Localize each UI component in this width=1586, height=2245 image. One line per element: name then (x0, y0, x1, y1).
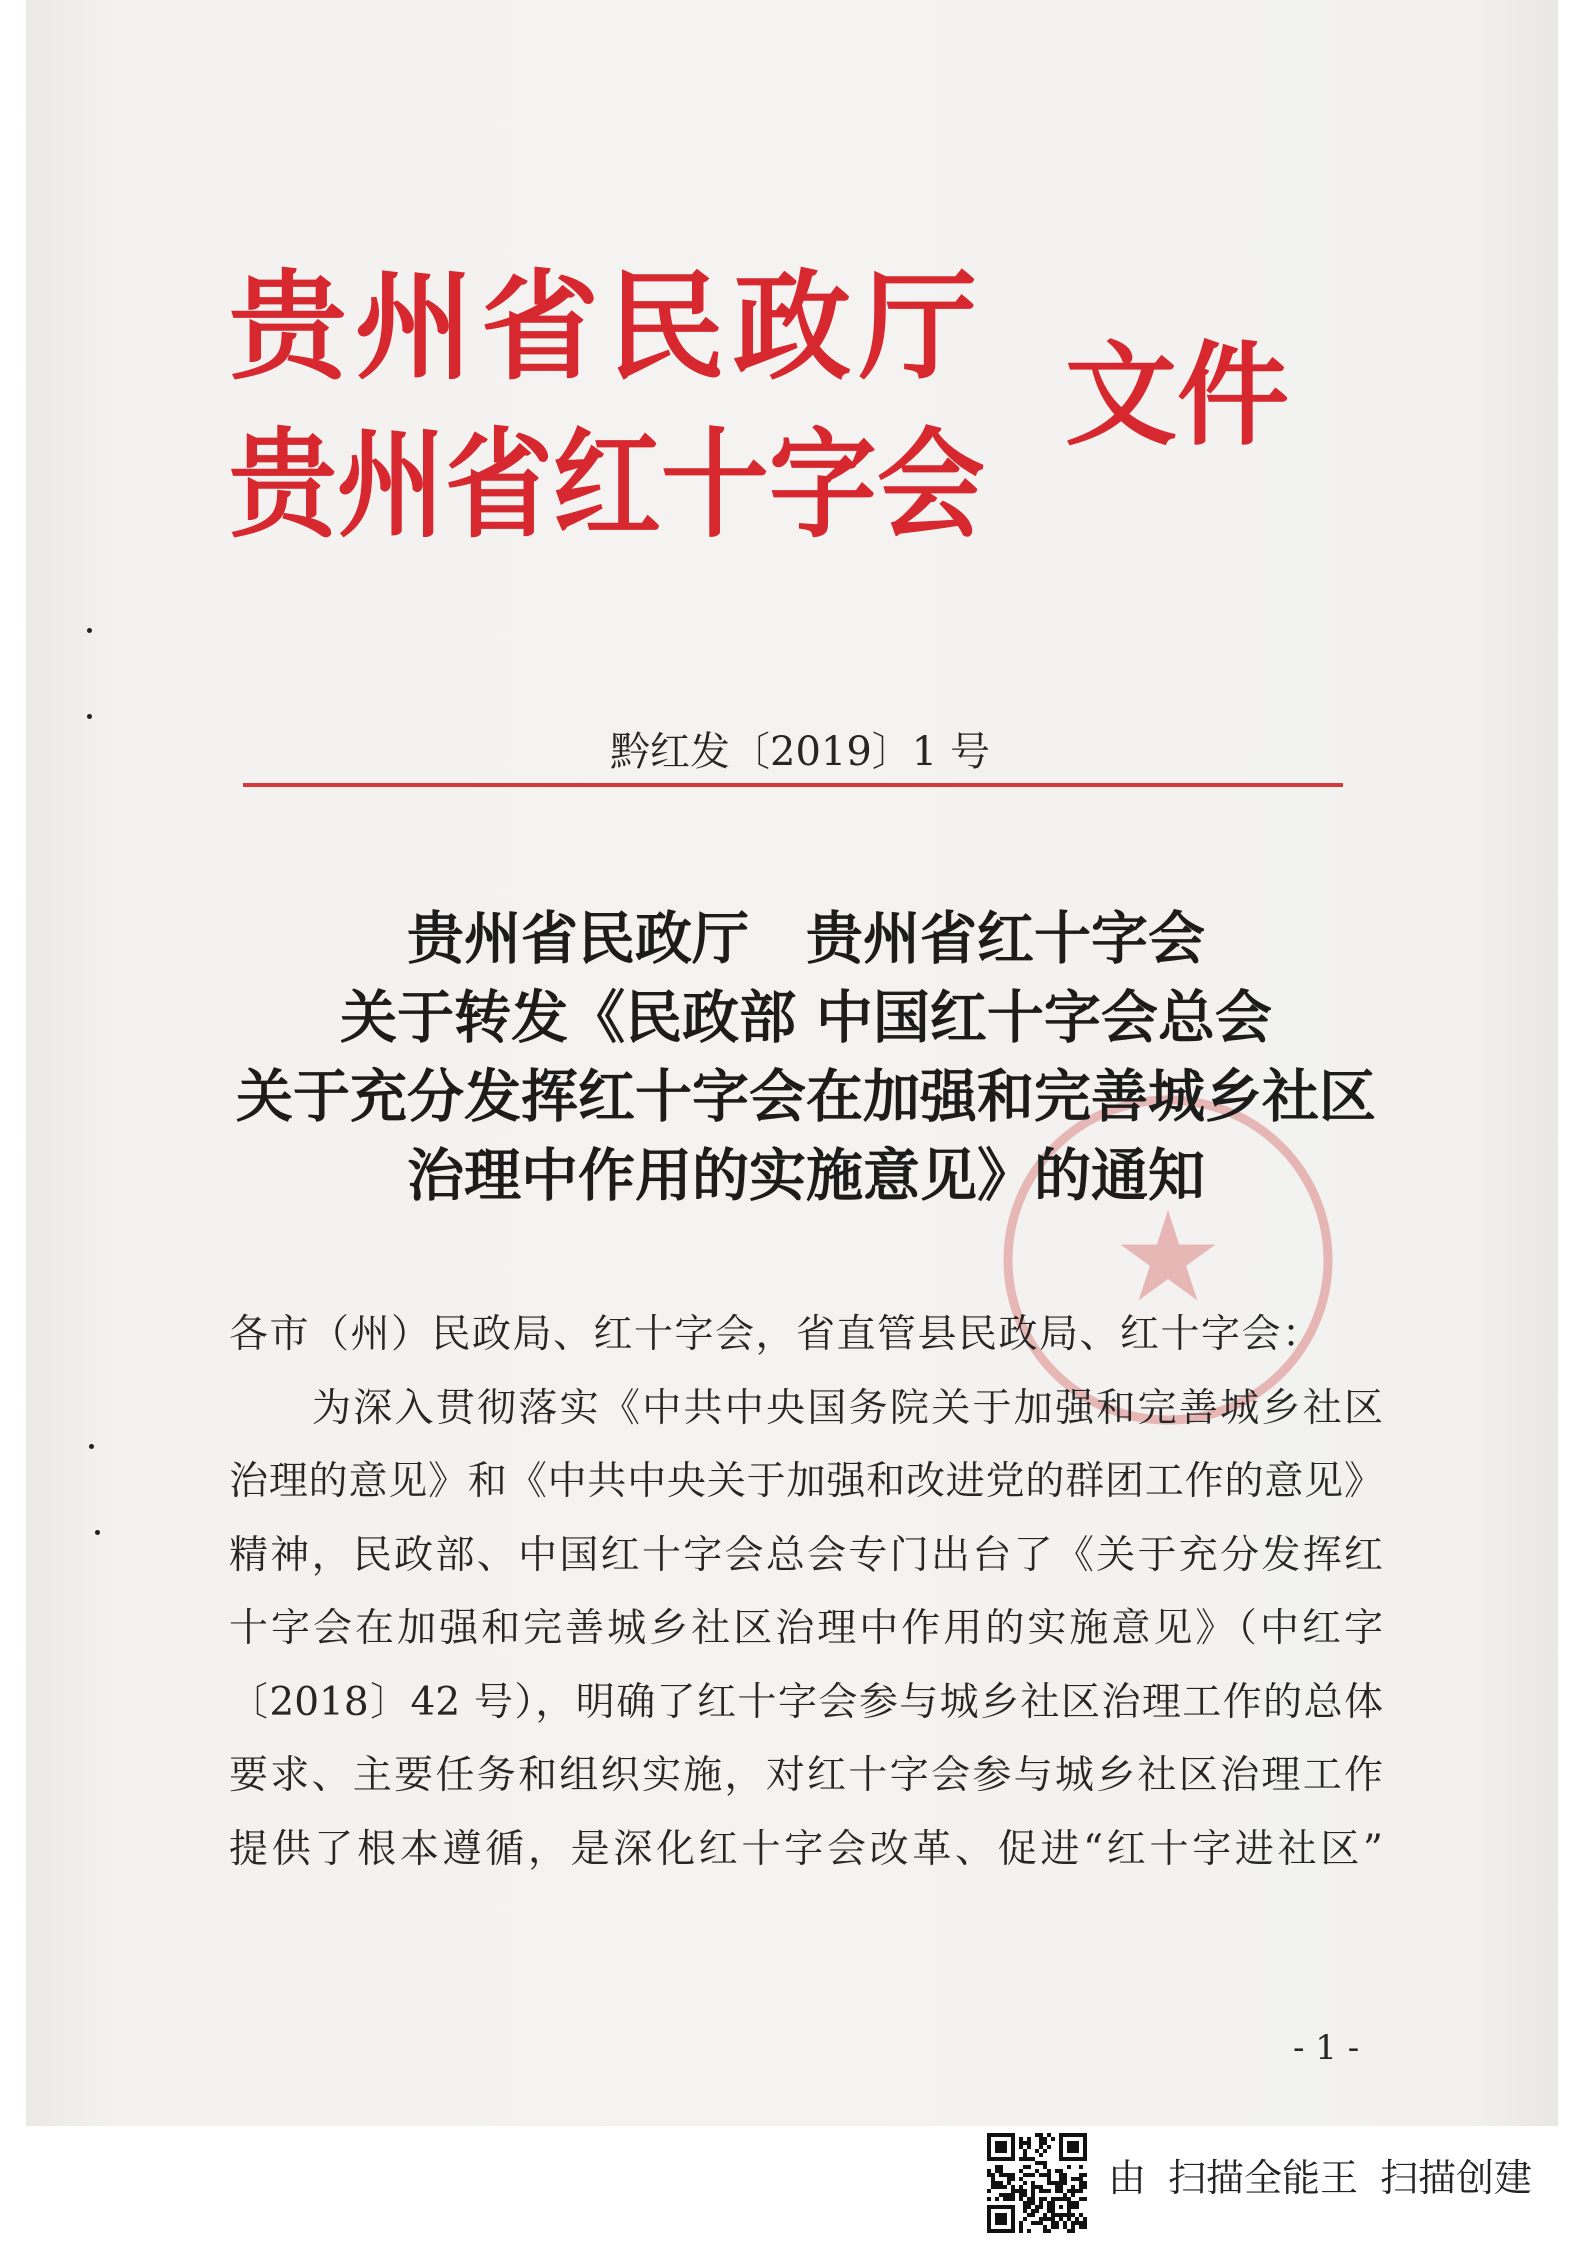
body-line: 治理的意见》和《中共中央关于加强和改进党的群团工作的意见》 (229, 1459, 1383, 1504)
body-line: 提供了根本遵循，是深化红十字会改革、促进“红十字进社区” (229, 1826, 1383, 1872)
document-body (229, 1298, 1383, 1886)
masthead-red-rule (243, 783, 1343, 787)
title-line: 关于转发《民政部 中国红十字会总会 (340, 984, 1272, 1051)
scanner-credit-prefix: 由 (1108, 2156, 1147, 2200)
margin-mark (89, 1444, 94, 1449)
masthead-document-label: 文件 (1065, 330, 1289, 461)
title-line: 治理中作用的实施意见》的通知 (407, 1142, 1205, 1209)
document-number: 黔红发〔2019〕1 号 (610, 729, 990, 775)
qr-code-icon (987, 2133, 1087, 2233)
masthead-org-line-1: 贵州省民政厅 (229, 257, 986, 396)
body-line: 十字会在加强和完善城乡社区治理中作用的实施意见》（中红字 (229, 1606, 1383, 1651)
seal-star-icon (1120, 1210, 1215, 1300)
qr-modules (987, 2133, 1087, 2233)
body-line: 为深入贯彻落实《中共中央国务院关于加强和完善城乡社区 (312, 1385, 1383, 1431)
margin-mark (87, 714, 92, 719)
margin-mark (87, 628, 92, 633)
body-line: 要求、主要任务和组织实施，对红十字会参与城乡社区治理工作 (229, 1753, 1383, 1798)
salutation: 各市（州）民政局、红十字会，省直管县民政局、红十字会： (229, 1312, 1323, 1357)
document-title (229, 899, 1383, 1215)
page-number: - 1 - (1293, 2028, 1360, 2068)
body-line: 〔2018〕42 号），明确了红十字会参与城乡社区治理工作的总体 (229, 1679, 1383, 1725)
masthead-org-line-2: 贵州省红十字会 (229, 415, 985, 554)
title-line: 关于充分发挥红十字会在加强和完善城乡社区 (236, 1063, 1376, 1130)
scanner-credit (1108, 2153, 1532, 2203)
margin-mark (95, 1530, 100, 1535)
title-line: 贵州省民政厅 贵州省红十字会 (407, 905, 1205, 972)
scanner-credit-suffix: 扫描创建 (1380, 2156, 1533, 2200)
scanner-app-name: 扫描全能王 (1168, 2156, 1359, 2200)
body-line: 精神，民政部、中国红十字会总会专门出台了《关于充分发挥红 (229, 1532, 1383, 1578)
